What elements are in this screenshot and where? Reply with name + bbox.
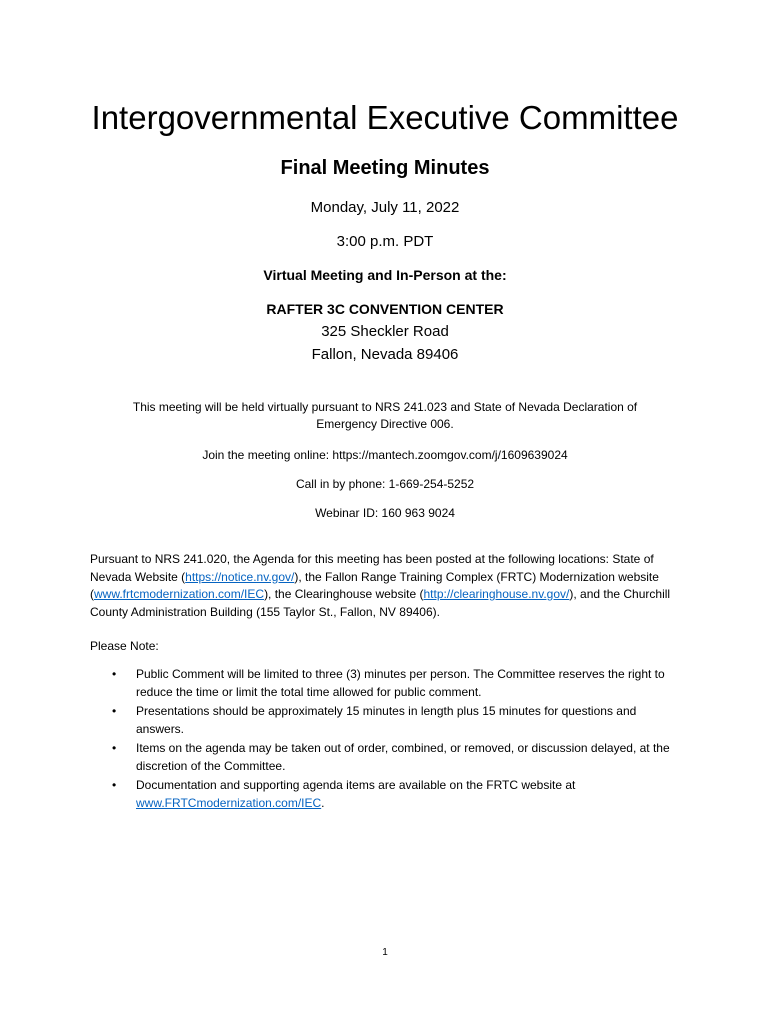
agenda-text-part2: ), the Fallon Range Training Complex (FRTC) Modernization website (: [90, 569, 659, 601]
page-number: 1: [382, 947, 388, 958]
please-note-label: Please Note:: [90, 639, 159, 653]
venue-address-line1: 325 Sheckler Road: [321, 323, 449, 340]
note-text: Items on the agenda may be taken out of order, combined, or removed, or discussion delayed, at the discretion of the Committee.: [136, 741, 670, 773]
notice-nv-link[interactable]: https://notice.nv.gov/: [185, 569, 295, 584]
agenda-posting-paragraph: [90, 551, 680, 621]
frtc-modernization-link[interactable]: www.frtcmodernization.com/IEC: [94, 587, 265, 601]
join-online-line: Join the meeting online: https://mantech.zoomgov.com/j/1609639024: [202, 448, 568, 462]
document-subtitle: Final Meeting Minutes: [280, 157, 490, 179]
notes-list: [90, 666, 680, 814]
meeting-format: Virtual Meeting and In-Person at the:: [263, 267, 507, 283]
bullet-icon: •: [112, 741, 117, 755]
list-item: [90, 777, 680, 812]
virtual-meeting-notice: This meeting will be held virtually pursuant to NRS 241.023 and State of Nevada Declaration of Emergency Directive 006.: [132, 400, 638, 431]
clearinghouse-link[interactable]: http://clearinghouse.nv.gov/: [423, 587, 570, 601]
agenda-text-part1: Pursuant to NRS 241.020, the Agenda for this meeting has been posted at the following locations: State of Nevada Website (: [90, 552, 654, 584]
bullet-icon: •: [112, 704, 117, 718]
bullet-icon: •: [112, 778, 117, 792]
meeting-date: Monday, July 11, 2022: [310, 199, 460, 216]
meeting-time: 3:00 p.m. PDT: [336, 233, 434, 250]
list-item: [90, 740, 680, 775]
note-text-suffix: .: [321, 795, 325, 810]
note-text: Presentations should be approximately 15 minutes in length plus 15 minutes for questions and answers.: [136, 704, 637, 736]
agenda-text-part3: ), the Clearinghouse website (: [264, 587, 424, 601]
note-text: Public Comment will be limited to three (3) minutes per person. The Committee reserves the right to reduce the time or limit the total time allowed for public comment.: [136, 667, 665, 699]
venue-name: RAFTER 3C CONVENTION CENTER: [266, 301, 504, 317]
agenda-text-part4: ), and the Churchill County Administration Building (155 Taylor St., Fallon, NV 89406).: [90, 587, 671, 619]
list-item: [90, 666, 680, 701]
note-text: Documentation and supporting agenda items are available on the FRTC website at: [136, 778, 576, 792]
call-in-line: Call in by phone: 1-669-254-5252: [295, 477, 475, 491]
frtc-website-link[interactable]: www.FRTCmodernization.com/IEC: [136, 795, 322, 810]
list-item: [90, 703, 680, 738]
document-title: Intergovernmental Executive Committee: [91, 99, 679, 136]
bullet-icon: •: [112, 667, 117, 681]
venue-address-line2: Fallon, Nevada 89406: [311, 346, 459, 363]
webinar-id-line: Webinar ID: 160 963 9024: [315, 506, 455, 520]
